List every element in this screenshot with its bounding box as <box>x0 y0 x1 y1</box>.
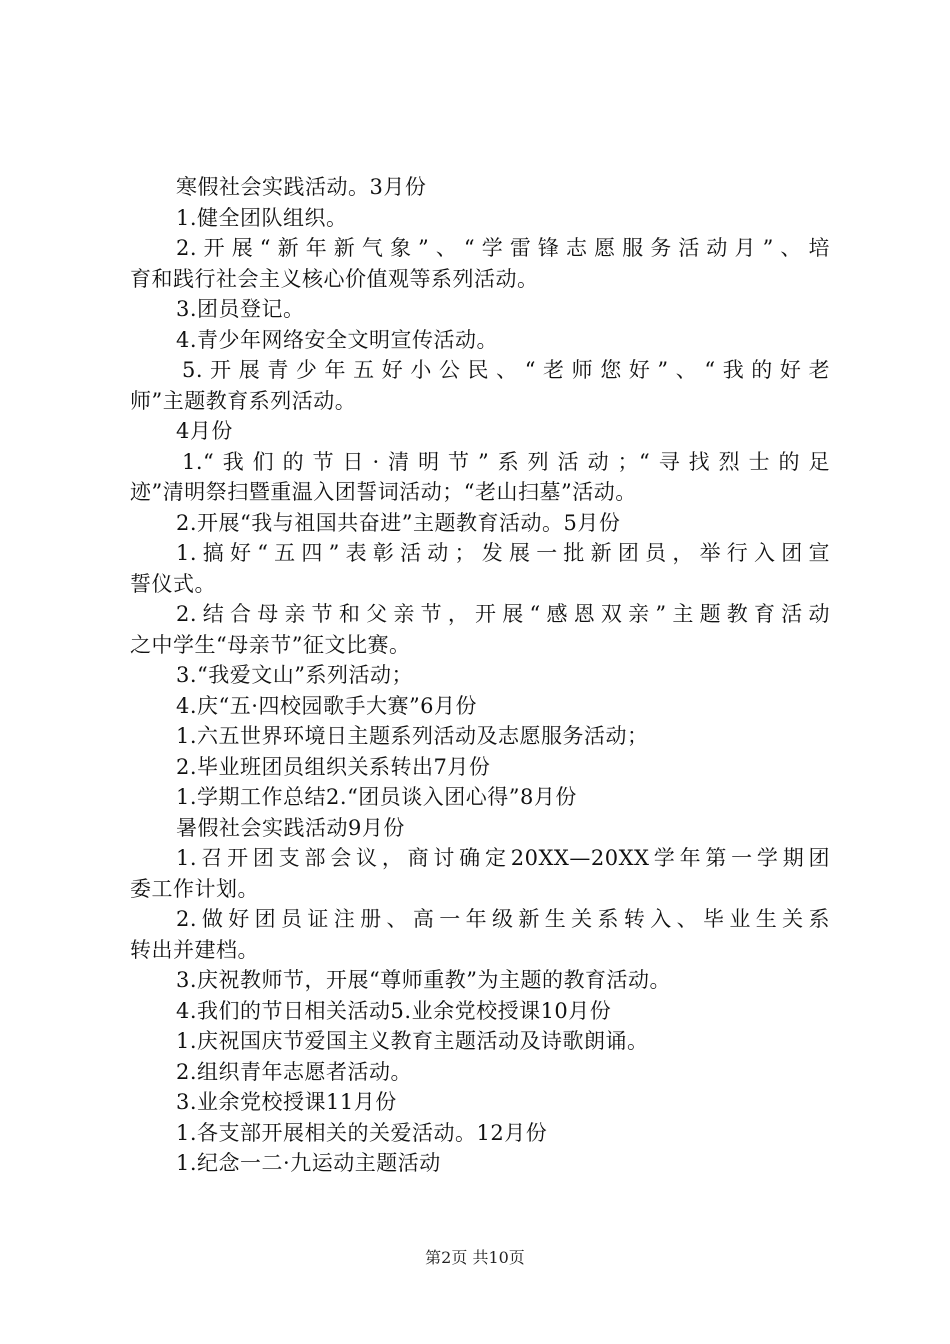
text-line: 2.毕业班团员组织关系转出7月份 <box>176 754 491 779</box>
text-line: 3.“我爱文山”系列活动； <box>176 663 414 687</box>
text-line: 1.庆祝国庆节爱国主义教育主题活动及诗歌朗诵。 <box>176 1029 649 1053</box>
text-line: 迹”清明祭扫暨重温入团誓词活动；“老山扫墓”活动。 <box>130 480 637 504</box>
text-line: 1.“我们的节日·清明节”系列活动；“寻找烈士的足 <box>182 449 830 474</box>
text-line: 3.庆祝教师节，开展“尊师重教”为主题的教育活动。 <box>176 968 672 992</box>
text-line: 委工作计划。 <box>130 876 259 901</box>
text-line: 2.组织青年志愿者活动。 <box>176 1059 413 1084</box>
text-line: 1.召开团支部会议，商讨确定20XX—20XX学年第一学期团 <box>176 846 830 870</box>
text-line: 5.开展青少年五好小公民、“老师您好”、“我的好老 <box>182 358 830 382</box>
text-line: 之中学生“母亲节”征文比赛。 <box>130 632 411 657</box>
text-line: 誓仪式。 <box>130 571 216 596</box>
text-line: 2.做好团员证注册、高一年级新生关系转入、毕业生关系 <box>176 907 830 931</box>
text-line: 1.学期工作总结2.“团员谈入团心得”8月份 <box>176 785 577 809</box>
text-line: 1.搞好“五四”表彰活动；发展一批新团员，举行入团宣 <box>176 541 830 565</box>
text-line: 3.团员登记。 <box>176 297 305 321</box>
text-line: 4月份 <box>176 419 233 443</box>
text-line: 2.结合母亲节和父亲节，开展“感恩双亲”主题教育活动 <box>176 602 830 626</box>
text-line: 1.六五世界环境日主题系列活动及志愿服务活动； <box>176 724 649 748</box>
text-line: 1.各支部开展相关的关爱活动。12月份 <box>176 1120 548 1145</box>
page-number-footer: 第2页 共10页 <box>425 1248 525 1267</box>
text-line: 3.业余党校授课11月份 <box>176 1090 397 1114</box>
document-body <box>130 172 830 1179</box>
text-line: 2.开展“我与祖国共奋进”主题教育活动。5月份 <box>176 510 621 535</box>
text-line: 4.青少年网络安全文明宣传活动。 <box>176 327 499 352</box>
text-line: 暑假社会实践活动9月份 <box>176 815 405 840</box>
text-line: 1.健全团队组织。 <box>176 205 348 230</box>
text-line: 4.我们的节日相关活动5.业余党校授课10月份 <box>176 998 612 1023</box>
text-line: 育和践行社会主义核心价值观等系列活动。 <box>130 266 539 291</box>
text-line: 2.开展“新年新气象”、“学雷锋志愿服务活动月”、培 <box>176 236 830 260</box>
text-line: 1.纪念一二·九运动主题活动 <box>176 1151 441 1175</box>
text-line: 4.庆“五·四校园歌手大赛”6月份 <box>176 693 478 718</box>
text-line: 转出并建档。 <box>130 937 259 962</box>
text-line: 寒假社会实践活动。3月份 <box>176 175 427 199</box>
text-line: 师”主题教育系列活动。 <box>130 388 357 413</box>
